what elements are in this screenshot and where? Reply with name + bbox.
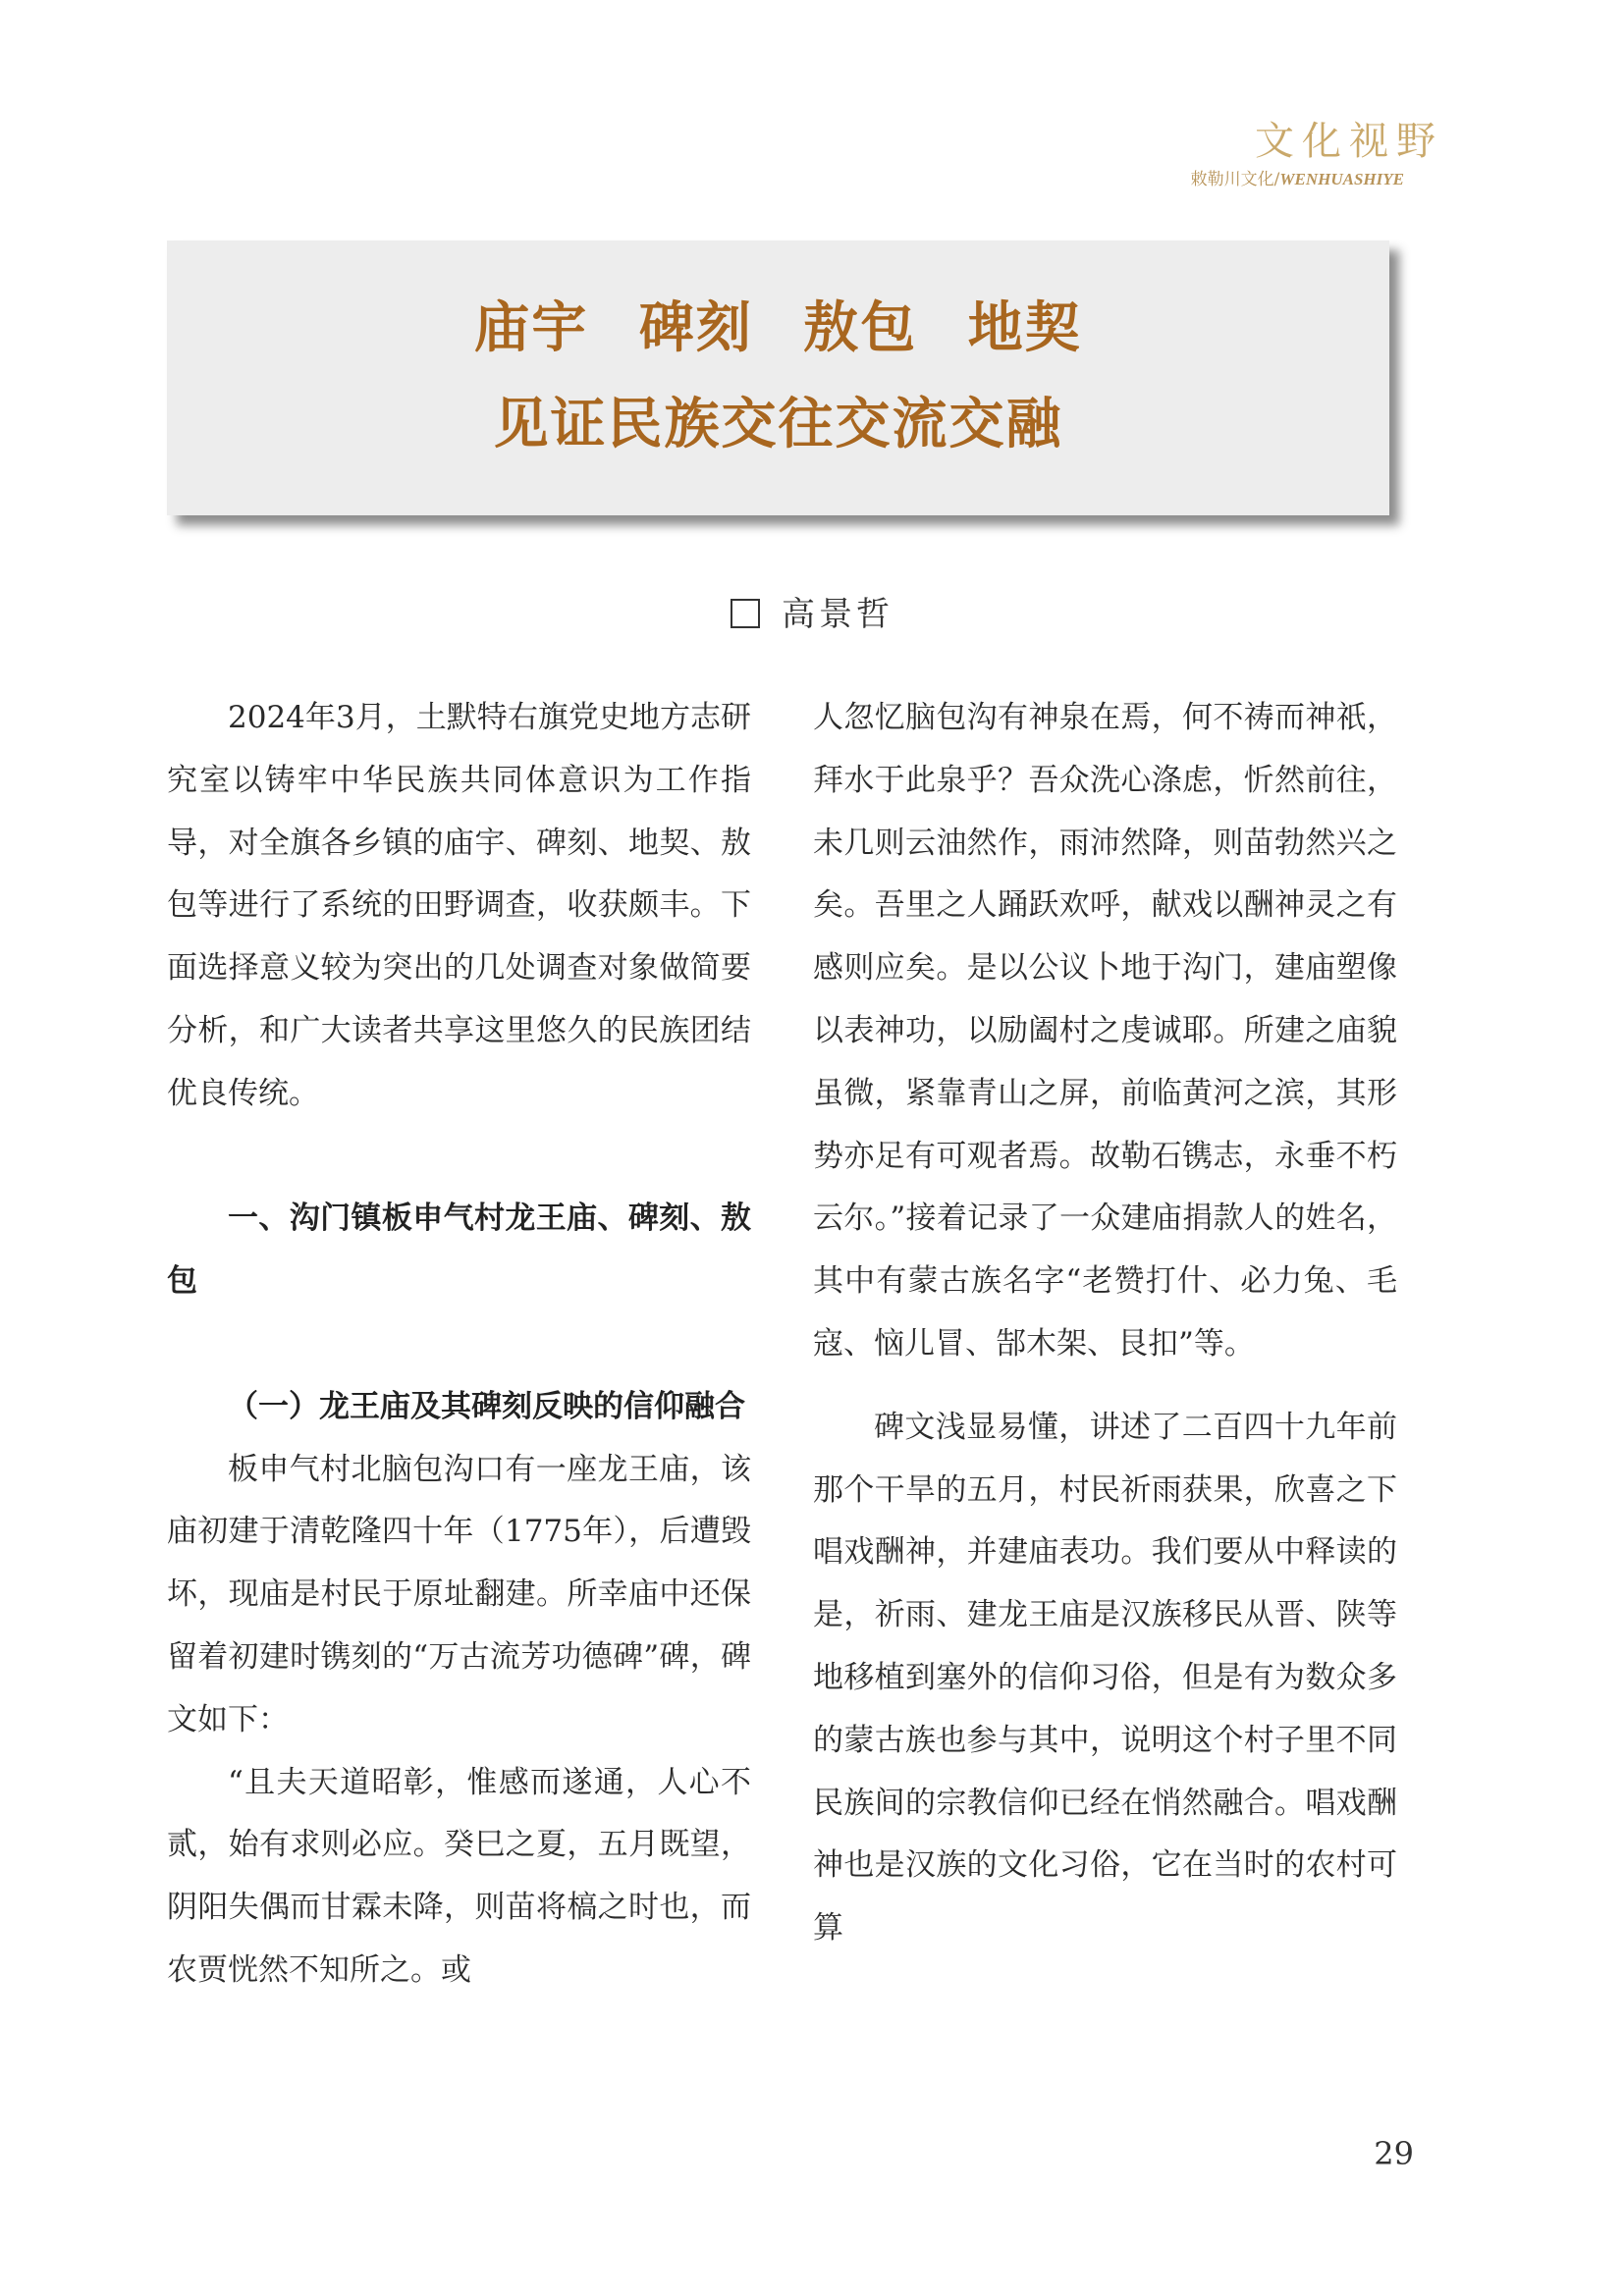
right-column (813, 687, 1397, 1960)
body-paragraph-2: 碑文浅显易懂，讲述了二百四十九年前那个干旱的五月，村民祈雨获果，欣喜之下唱戏酬神，并建庙表功。我们要从中释读的是，祈雨、建龙王庙是汉族移民从晋、陕等地移植到塞外的信仰习俗，但是有为数众多的蒙古族也参与其中，说明这个村子里不同民族间的宗教信仰已经在悄然融合。唱戏酬神也是汉族的文化习俗，它在当时的农村可算 (813, 1409, 1397, 1947)
quote-paragraph: “且夫天道昭彰，惟感而遂通，人心不贰，始有求则必应。癸巳之夏，五月既望，阴阳失偶而甘霖未降，则苗将槁之时也，而农贾恍然不知所之。或 (167, 1764, 751, 1988)
left-column (167, 687, 751, 2002)
article-title-line2: 见证民族交往交流交融 (493, 393, 1063, 456)
author-byline (0, 587, 1624, 635)
section-subtitle-cn: 敕勒川文化/ (1190, 170, 1280, 189)
article-title-box (167, 240, 1389, 515)
intro-paragraph: 2024年3月，土默特右旗党史地方志研究室以铸牢中华民族共同体意识为工作指导，对全旗各乡镇的庙宇、碑刻、地契、敖包等进行了系统的田野调查，收获颇丰。下面选择意义较为突出的几处调查对象做简要分析，和广大读者共享这里悠久的民族团结优良传统。 (167, 700, 751, 1111)
square-icon (731, 599, 760, 628)
section-subtitle-en: WENHUASHIYE (1279, 170, 1404, 188)
author-name: 高景哲 (782, 595, 893, 634)
body-paragraph: 板申气村北脑包沟口有一座龙王庙，该庙初建于清乾隆四十年（1775年），后遭毁坏，现庙是村民于原址翻建。所幸庙中还保留着初建时镌刻的“万古流芳功德碑”碑，碑文如下： (167, 1451, 751, 1737)
quote-continuation: 人忽忆脑包沟有神泉在焉，何不祷而神祇，拜水于此泉乎？吾众洗心涤虑，忻然前往，未几则云油然作，雨沛然降，则苗勃然兴之矣。吾里之人踊跃欢呼，献戏以酬神灵之有感则应矣。是以公议卜地于沟门，建庙塑像以表神功，以励阖村之虔诚耶。所建之庙貌虽微，紧靠青山之屏，前临黄河之滨，其形势亦足有可观者焉。故勒石镌志，永垂不朽云尔。”接着记录了一众建庙捐款人的姓名，其中有蒙古族名字“老赞打什、必力兔、毛寇、恼儿冒、郜木架、艮扣”等。 (813, 700, 1397, 1362)
section-heading-1: 一、沟门镇板申气村龙王庙、碑刻、敖包 (167, 1201, 751, 1300)
subsection-heading-1: （一）龙王庙及其碑刻反映的信仰融合 (228, 1388, 745, 1424)
page-number: 29 (1374, 2135, 1414, 2172)
article-title-line1: 庙宇 碑刻 敖包 地契 (474, 296, 1082, 360)
section-subtitle (1080, 165, 1404, 189)
section-title: 文化视野 (1255, 119, 1443, 164)
